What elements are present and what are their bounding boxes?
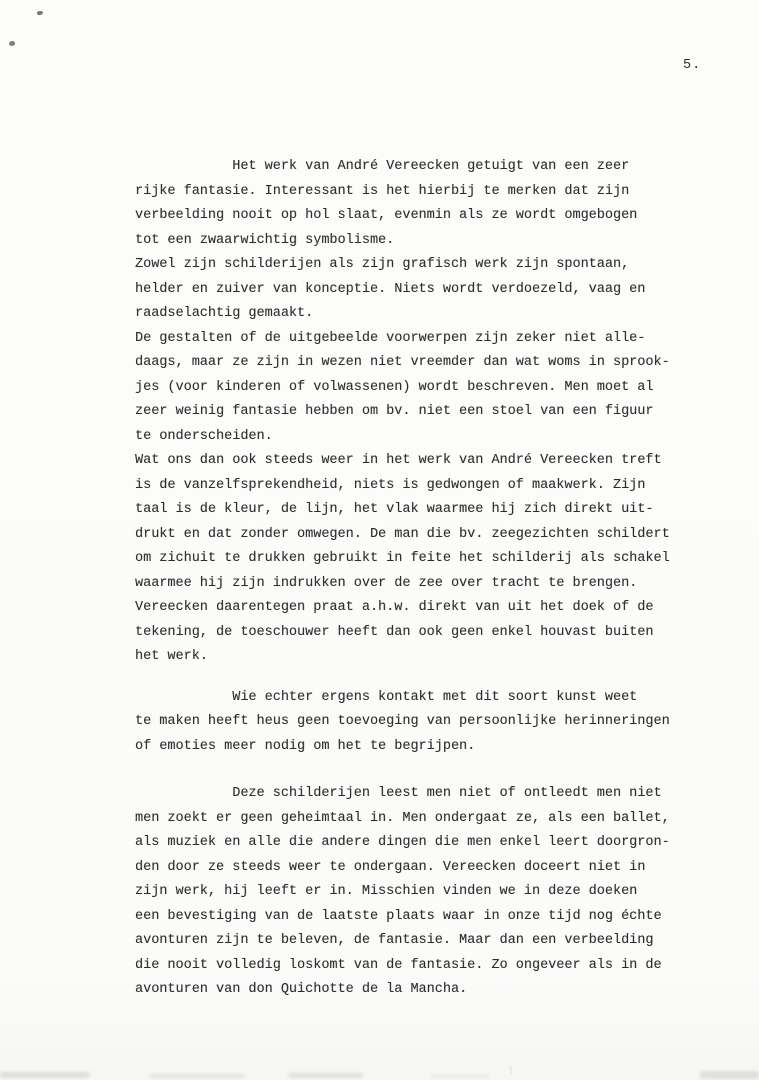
text-line: zeer weinig fantasie hebben om bv. niet een stoel van een figuur <box>135 404 654 419</box>
text-line: taal is de kleur, de lijn, het vlak waarmee hij zich direkt uit- <box>135 502 654 517</box>
text-line: Zowel zijn schilderijen als zijn grafisch werk zijn spontaan, <box>135 257 630 272</box>
text-line: Deze schilderijen leest men niet of ontleedt men niet <box>135 786 662 801</box>
page-number: 5. <box>683 58 702 73</box>
text-line: als muziek en alle die andere dingen die men enkel leert doorgron- <box>135 835 670 850</box>
text-line: tekening, de toeschouwer heeft dan ook geen enkel houvast buiten <box>135 624 654 640</box>
text-line: tot een zwaarwichtig symbolisme. <box>135 232 395 248</box>
text-line: is de vanzelfsprekendheid, niets is gedwongen of maakwerk. Zijn <box>135 477 646 493</box>
text-line: helder en zuiver van konceptie. Niets wordt verdoezeld, vaag en <box>135 281 646 297</box>
paragraph <box>135 327 695 450</box>
text-line: waarmee hij zijn indrukken over de zee over tracht te brengen. <box>135 575 638 591</box>
scan-speck <box>37 10 44 15</box>
text-line: rijke fantasie. Interessant is het hierbij te merken dat zijn <box>135 183 630 199</box>
scan-smudge <box>700 1071 759 1079</box>
text-line: of emoties meer nodig om het te begrijpen. <box>135 738 476 754</box>
text-line: een bevestiging van de laatste plaats waar in onze tijd nog échte <box>135 908 662 924</box>
scan-smudge <box>150 1074 245 1078</box>
scan-smudge <box>0 1072 90 1078</box>
text-line: men zoekt er geen geheimtaal in. Men ondergaat ze, als een ballet, <box>135 810 670 826</box>
text-line: die nooit volledig loskomt van de fantasie. Zo ongeveer als in de <box>135 957 662 973</box>
text-line: avonturen zijn te beleven, de fantasie. Maar dan een verbeelding <box>135 933 654 948</box>
text-line: Wie echter ergens kontakt met dit soort kunst weet <box>135 689 638 705</box>
text-line: Vereecken daarentegen praat a.h.w. direkt van uit het doek of de <box>135 600 654 615</box>
text-line: jes (voor kinderen of volwassenen) wordt beschreven. Men moet al <box>135 379 654 395</box>
text-line: drukt en dat zonder omwegen. De man die bv. zeegezichten schildert <box>135 526 670 542</box>
text-line: zijn werk, hij leeft er in. Misschien vinden we in deze doeken <box>135 884 638 899</box>
scan-speck <box>9 41 15 46</box>
scan-smudge <box>510 1066 512 1075</box>
text-line: raadselachtig gemaakt. <box>135 306 314 321</box>
paragraph <box>135 155 695 253</box>
text-line: Wat ons dan ook steeds weer in het werk van André Vereecken treft <box>135 453 662 468</box>
text-line: te maken heeft heus geen toevoeging van persoonlijke herinneringen <box>135 714 670 729</box>
text-body <box>135 155 695 1003</box>
text-line: den door ze steeds weer te ondergaan. Vereecken doceert niet in <box>135 859 646 875</box>
paragraph <box>135 686 695 760</box>
scan-smudge <box>288 1073 363 1078</box>
text-line: De gestalten of de uitgebeelde voorwerpen zijn zeker niet alle- <box>135 330 646 346</box>
text-line: te onderscheiden. <box>135 428 273 444</box>
paragraph <box>135 782 695 1003</box>
text-line: daags, maar ze zijn in wezen niet vreemder dan wat woms in sprook- <box>135 355 670 370</box>
text-line: Het werk van André Vereecken getuigt van een zeer <box>135 159 630 174</box>
text-line: om zichuit te drukken gebruikt in feite het schilderij als schakel <box>135 551 670 566</box>
text-line: avonturen van don Quichotte de la Mancha. <box>135 982 468 997</box>
text-line: verbeelding nooit op hol slaat, evenmin als ze wordt omgebogen <box>135 208 638 223</box>
paragraph <box>135 449 695 670</box>
scan-smudge <box>430 1075 490 1078</box>
text-line: het werk. <box>135 649 208 664</box>
paragraph <box>135 253 695 327</box>
